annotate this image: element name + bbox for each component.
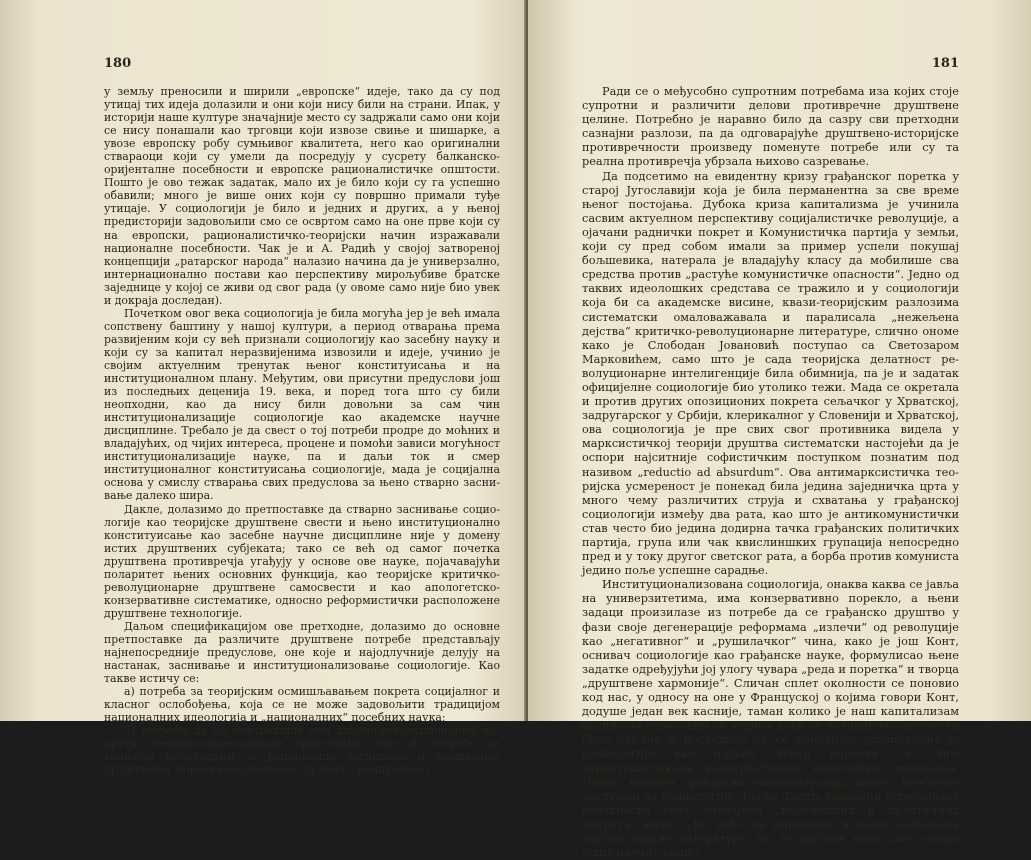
page-number-left: 180 bbox=[104, 56, 132, 71]
list-item-a: а) потреба за теоријским осмишљавањем покрета социјалног и класног ослобођења, која се не може задовољити традицијом националних идеологија и „националних“ посебних наука; bbox=[104, 685, 500, 725]
paragraph: Институционализована социологија, онаква каква се јавља на универзитетима, има конзервативно порекло, а њени задаци произилазе из потребе да се грађанско друштво у фази своје дегенерације реформама „излечи“ од револуције као „негативног“ и „рушилачког“ чина, како је још Конт, оснивач социологије као грађанске науке, формулисао њене задатке одређујући јој улогу чувара „реда и поретка“ и творца „друштвене хармоније“. Сличан сплет околности се поновио код нас, у односу на оне у Француској о којима говори Конт, додуше један век касније, таман колико је наш капитализам каснио за европским. У мери у којој су историјске околности биле сличне и последице су се поновиле, установљена је социологија као најљни чувар поретка са свим карактеристикама конзервативног идеолошког мишљења. Лично поштен грађански интелектуалац, иначе необично заслужан за социологију, Борђе Тасић, говорећи о теоријској делатности ових значајних „идеолошких и практичних покрета“ каже: „Ко хоће да паралише извесна нежељена дејства овакве литературе, тај то најбоље може ако створи једну научну социо- bbox=[582, 578, 959, 860]
paragraph: Даљом спецификацијом ове претходне, долазимо до основне претпоставке да различите друштвене потребе представљају најнепосредније предуслове, оне које и најодлучније делују на настанак, заснивање и институционализовање социологије. Као такве истичу се: bbox=[104, 619, 500, 686]
left-page bbox=[0, 0, 526, 777]
paragraph: Даклe, долазимо до претпоставке да стварно заснивање социологије као теоријске друштвене свести и њено институционално конституисање као засебне научне дисциплине није у домену истих друштвених субјеката; тако се већ од самог почетка друштвена противречја угађују у основе ове науке, појачавајући поларитет њених основних функција, као теоријске критичко-револуционарне друштвене самосвести и као апологетско-конзервативне систематике, односно реформистички расположене друштвене технологије. bbox=[104, 502, 500, 620]
right-page-body bbox=[582, 85, 959, 860]
list-item-b: б) потреба да се неутралишу ови класно-револуционарни покрети теоријско-идеолошким средствима, као и потреба за знањима неопходним за рационално заснивање и одржавање друштвеног поретка (економског, правног, политичког). bbox=[104, 724, 500, 777]
right-page bbox=[528, 0, 1031, 860]
paragraph: у земљу преносили и ширили „европске“ идеје, тако да су под утицај тих идеја долазили и они који нису били на страни. Ипак, у историји наше културе значајније место су задржали само они који се нису понашали као трговци који извозе свиње и шишарке, а увозе европску робу сумњивог квалитета, него као оригинални ствараоци који су умели да посредују у сусрету балканско-оријенталне посебности и европске рационалистичке општости. Пошто је ово тежак задатак, мало их је било који су га успешно обавили; много је више оних који су површно примали туђе утицаје. У социологији је било и једних и других, а у њеној предисторији задовољили смо се освртом само на оне прве који су на европски, рационалистичко-теоријски начин изражавали националне посебности. Чак је и А. Радић у својој затвореној концепцији „ратарског народа“ налазио начина да је универзално, интернационално постави као перспективу мирољубиве братске заједнице у којој се живи од свог рада (у овоме само није био увек и докраја доследан). bbox=[104, 85, 500, 307]
paragraph: Почетком овог века социологија је била могућа јер је већ имала сопствену баштину у нашој култури, а период отварања према развијеним који су већ признали социологију као засебну науку и који су за капитал неразвијенима извозили и идеје, учинио је својим актуелним тренутак њеног конституисања и на институционалном плану. Међутим, ови присутни предуслови још из последњих деценија 19. века, и поред тога што су били неопходни, као да нису били довољни за сам чин институционализације социологије као академске научне дисциплине. Требало је да свест о тој потреби продре до моћних и владајућих, од чијих интереса, процене и помоћи зависи могућност институционализације науке, па и даљи ток и смер институционалног конституисања социологије, мада је социјална основа у смислу стварања свих предуслова за њено стварно заснивање далеко шира. bbox=[104, 306, 500, 503]
page-number-right: 181 bbox=[931, 56, 959, 71]
paragraph: Ради се о међусобно супротним потребама иза којих стоје супротни и различити делови противречне друштвене целине. Потребно је наравно било да сазру сви претходни сазнајни разлози, па да одговарајуће друштвено-историјске противречности произведу поменуте потребе или су та реална противречја убрзала њихово сазревање. bbox=[582, 85, 959, 169]
paragraph: Да подсетимо на евидентну кризу грађанског поретка у старој Југославији која је била перманентна за све време њеног постојања. Дубока криза капитализма је учинила сасвим актуелном перспективу социјалистичке револуције, а ојачани раднички покрет и Комунистичка партија у земљи, који су пред собом имали за пример успели покушај бољшевика, натерала је владајућу класу да мобилише сва средства против „растуће комунистичке опасности“. Једно од таквих идеолошких средстава се тражило и у социологији која би са академске висине, квази-теоријским разлозима систематски омаловажавала и паралисала „нежељена дејства“ критичко-револуционарне литературе, слично ономе како је Слободан Јовановић поступао са Светозаром Марковићем, само што је сада теоријска делатност револуционарне интелигенције била обимнија, па је и задатак официјелне социологије био утолико тежи. Мада се окретала и против других опозиционих покрета сељачког у Хрватској, задругарског у Србији, клерикалног у Словенији и Хрватској, ова социологија је пре свих свог противника видела у марксистичкој теорији друштва систематски настојећи да је оспори најситније софистичким поступком познатим под називом „reductio ad absurdum“. Ова антимарксистичка теоријска усмереност је понекад била једина заједничка црта у много чему различитих струја и схватања у грађанској социологији између два рата, као што је антикомунистички став често био једина додирна тачка грађанских политичких партија, група или чак квислиншких групација непосредно пред и у току другог светског рата, а борба против комуниста једино поље успешне сарадње. bbox=[582, 169, 959, 578]
left-page-body bbox=[104, 85, 500, 776]
